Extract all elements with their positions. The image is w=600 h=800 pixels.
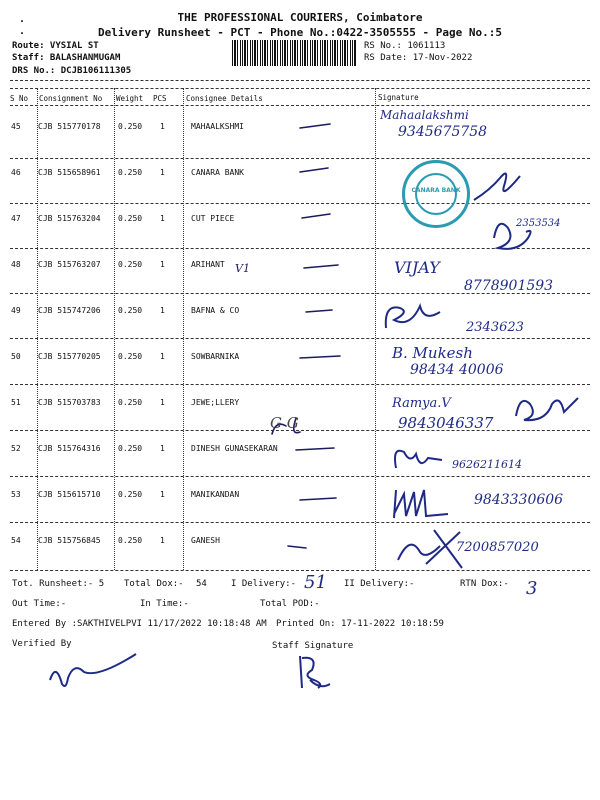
row-consignment: CJB 515747206 <box>38 306 101 315</box>
verifier-signature <box>40 648 150 698</box>
row-consignment: CJB 515764316 <box>38 444 101 453</box>
row-consignment: CJB 515658961 <box>38 168 101 177</box>
row-consignee: BAFNA & CO <box>191 306 240 315</box>
col-sno: S No <box>10 94 29 103</box>
row-pcs: 1 <box>160 490 165 499</box>
row-consignee: ARIHANT <box>191 260 225 269</box>
row-weight: 0.250 <box>118 122 143 131</box>
row-consignment: CJB 515703783 <box>38 398 101 407</box>
i-delivery-label: I Delivery:- <box>231 579 297 589</box>
row-pcs: 1 <box>160 168 165 177</box>
row-weight: 0.250 <box>118 306 143 315</box>
row-consignee: CUT PIECE <box>191 214 235 223</box>
row-sno: 48 <box>11 260 21 269</box>
row-consignment: CJB 515763204 <box>38 214 101 223</box>
dot-mark: . <box>19 26 26 37</box>
row-pcs: 1 <box>160 352 165 361</box>
row-weight: 0.250 <box>118 214 143 223</box>
row-consignee: CANARA BANK <box>191 168 244 177</box>
signature-phone: 9843330606 <box>474 492 564 508</box>
signature-scribble <box>470 160 530 210</box>
signature-name: Mahaalakshmi <box>380 108 469 122</box>
drs-number: DRS No.: DCJB106111305 <box>12 66 132 76</box>
row-pcs: 1 <box>160 122 165 131</box>
in-time: In Time:- <box>140 599 189 609</box>
staff-signature-label: Staff Signature <box>272 641 354 651</box>
row-consignment: CJB 515615710 <box>38 490 101 499</box>
signature-scribble <box>512 390 588 428</box>
col-pcs: PCS <box>153 94 167 103</box>
total-pod: Total POD:- <box>260 599 320 609</box>
signature-scribble <box>380 298 450 338</box>
total-runsheet: Tot. Runsheet:- 5 <box>12 579 105 589</box>
row-sno: 53 <box>11 490 21 499</box>
row-consignee: GANESH <box>191 536 220 545</box>
signature-scribble <box>488 208 548 258</box>
row-consignment: CJB 515770178 <box>38 122 101 131</box>
row-sno: 50 <box>11 352 21 361</box>
row-weight: 0.250 <box>118 444 143 453</box>
total-dox-value: 54 <box>196 579 207 589</box>
signature-phone: 9345675758 <box>398 124 488 140</box>
signature-name: VIJAY <box>394 258 440 277</box>
row-consignee: JEWE;LLERY <box>191 398 240 407</box>
rs-number: RS No.: 1061113 <box>364 41 446 51</box>
signature-phone: 9843046337 <box>398 414 494 432</box>
row-consignee: MANIKANDAN <box>191 490 240 499</box>
rs-date: RS Date: 17-Nov-2022 <box>364 53 473 63</box>
printed-on: Printed On: 17-11-2022 10:18:59 <box>276 619 444 629</box>
col-signature: Signature <box>378 93 419 102</box>
runsheet-subtitle: Delivery Runsheet - PCT - Phone No.:0422-3505555 - Page No.:5 <box>98 26 502 39</box>
row-weight: 0.250 <box>118 398 143 407</box>
verified-by: Verified By <box>12 639 72 649</box>
row-consignment: CJB 515756845 <box>38 536 101 545</box>
entered-by: Entered By :SAKTHIVELPVI 11/17/2022 10:18:48 AM <box>12 619 267 629</box>
signature-phone: 8778901593 <box>464 278 554 294</box>
rtn-dox-value: 3 <box>526 578 538 599</box>
row-sno: 49 <box>11 306 21 315</box>
company-stamp: CANARA BANK <box>402 160 470 228</box>
col-weight: Weight <box>116 94 144 103</box>
signature-phone: 7200857020 <box>456 540 539 555</box>
route-label: Route: VYSIAL ST <box>12 41 99 51</box>
row-sno: 45 <box>11 122 21 131</box>
row-pcs: 1 <box>160 260 165 269</box>
row-consignee: SOWBARNIKA <box>191 352 240 361</box>
row-weight: 0.250 <box>118 260 143 269</box>
signature-phone: 98434 40006 <box>410 362 504 378</box>
col-consignee: Consignee Details <box>186 94 263 103</box>
row-weight: 0.250 <box>118 536 143 545</box>
staff-label: Staff: BALASHANMUGAM <box>12 53 121 63</box>
row-pcs: 1 <box>160 214 165 223</box>
row-sno: 47 <box>11 214 21 223</box>
row-weight: 0.250 <box>118 352 143 361</box>
row-consignee: DINESH GUNASEKARAN <box>191 444 278 453</box>
signature-phone: 2343623 <box>466 320 524 335</box>
rtn-dox-label: RTN Dox:- <box>460 579 509 589</box>
signature-phone: 2353534 <box>516 218 561 229</box>
i-delivery-value: 51 <box>304 572 327 593</box>
staff-signature-mark <box>290 650 340 694</box>
row-consignee: MAHAALKSHMI <box>191 122 244 131</box>
signature-scribble <box>388 484 468 524</box>
out-time: Out Time:- <box>12 599 67 609</box>
row-consignment: CJB 515763207 <box>38 260 101 269</box>
row-sno: 46 <box>11 168 21 177</box>
company-title: THE PROFESSIONAL COURIERS, Coimbatore <box>177 11 423 24</box>
row-consignment: CJB 515770205 <box>38 352 101 361</box>
row-sno: 52 <box>11 444 21 453</box>
signature-name: B. Mukesh <box>392 344 473 362</box>
total-dox-label: Total Dox:- <box>124 579 184 589</box>
row-pcs: 1 <box>160 444 165 453</box>
row-weight: 0.250 <box>118 168 143 177</box>
signature-phone: 9626211614 <box>452 458 522 471</box>
row-pcs: 1 <box>160 536 165 545</box>
jewellery-mark: G G <box>270 414 299 432</box>
signature-name: Ramya.V <box>392 396 451 411</box>
row-pcs: 1 <box>160 398 165 407</box>
row-sno: 51 <box>11 398 21 407</box>
dot-mark: . <box>19 14 26 25</box>
row-sno: 54 <box>11 536 21 545</box>
col-consignment: Consignment No <box>39 94 103 103</box>
ii-delivery-label: II Delivery:- <box>344 579 415 589</box>
row-pcs: 1 <box>160 306 165 315</box>
arihant-mark: V1 <box>235 262 250 275</box>
signature-scribble <box>390 440 450 476</box>
row-weight: 0.250 <box>118 490 143 499</box>
